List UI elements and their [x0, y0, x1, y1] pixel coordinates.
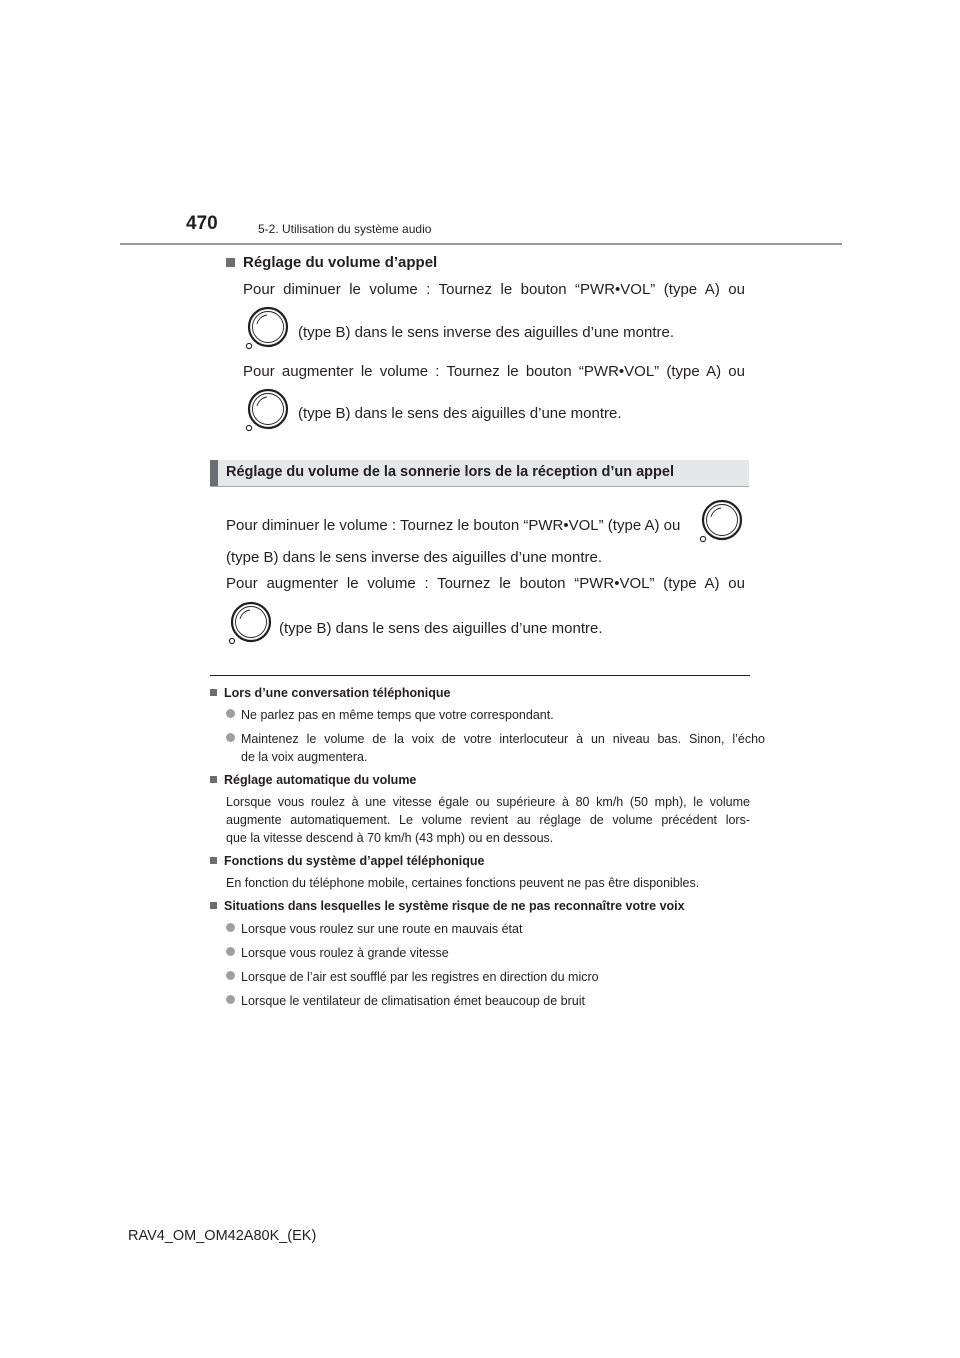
- auto-volume-text: Lorsque vous roulez à une vitesse égale ou supérieure à 80 km/h (50 mph), le volume augmente automatiquement. Le volume revient au réglage de volume précédent lors- que la vitesse descend à 70 km/h (43 mph) ou en dessous.: [226, 795, 750, 845]
- list-item: Maintenez le volume de la voix de votre interlocuteur à un niveau bas. Sinon, l’écho de la voix augmentera.: [226, 730, 765, 766]
- bullet-dot-icon: [226, 709, 235, 718]
- note-heading-text: Situations dans lesquelles le système risque de ne pas reconnaître votre voix: [224, 899, 685, 913]
- list-item: Lorsque vous roulez à grande vitesse: [226, 944, 449, 962]
- ring-increase-line1: Pour augmenter le volume : Tournez le bouton “PWR•VOL” (type A) ou: [226, 575, 745, 592]
- banner-title: Réglage du volume de la sonnerie lors de la réception d’un appel: [226, 464, 674, 480]
- list-item: Ne parlez pas en même temps que votre correspondant.: [226, 706, 554, 724]
- ringtone-section-banner: [210, 460, 749, 487]
- call-decrease-line2: (type B) dans le sens inverse des aiguilles d’une montre.: [298, 324, 675, 341]
- banner-accent-bar: [210, 460, 218, 486]
- section-square-icon: [210, 689, 217, 696]
- tune-knob-icon: [697, 499, 743, 545]
- note-heading-auto-volume: [210, 773, 416, 787]
- section-square-icon: [210, 857, 217, 864]
- tune-knob-icon: [243, 306, 289, 352]
- ring-decrease-line2: (type B) dans le sens inverse des aiguilles d’une montre.: [226, 549, 603, 566]
- section-square-icon: [210, 776, 217, 783]
- notes-divider: [210, 675, 750, 676]
- note-heading-text: Réglage automatique du volume: [224, 773, 417, 787]
- note-heading-recognition: [210, 899, 685, 913]
- document-code: RAV4_OM_OM42A80K_(EK): [128, 1228, 317, 1244]
- tune-knob-icon: [243, 388, 289, 434]
- call-volume-heading-text: Réglage du volume d’appel: [243, 254, 438, 271]
- call-increase-line2: (type B) dans le sens des aiguilles d’une montre.: [298, 405, 622, 422]
- section-title: 5-2. Utilisation du système audio: [258, 222, 432, 236]
- call-volume-heading: [226, 254, 437, 271]
- header-divider: [120, 243, 842, 245]
- bullet-dot-icon: [226, 923, 235, 932]
- list-item: Lorsque le ventilateur de climatisation émet beaucoup de bruit: [226, 992, 585, 1010]
- note-heading-conversation: [210, 686, 450, 700]
- functions-text: En fonction du téléphone mobile, certaines fonctions peuvent ne pas être disponibles.: [226, 876, 700, 890]
- bullet-dot-icon: [226, 995, 235, 1004]
- bullet-dot-icon: [226, 733, 235, 742]
- section-square-icon: [226, 258, 235, 267]
- page-number: 470: [186, 213, 218, 234]
- tune-knob-icon: [226, 601, 272, 647]
- list-item: Lorsque vous roulez sur une route en mauvais état: [226, 920, 522, 938]
- call-decrease-line1: Pour diminuer le volume : Tournez le bouton “PWR•VOL” (type A) ou: [243, 281, 745, 298]
- section-square-icon: [210, 902, 217, 909]
- note-heading-functions: [210, 854, 484, 868]
- bullet-dot-icon: [226, 971, 235, 980]
- call-increase-line1: Pour augmenter le volume : Tournez le bouton “PWR•VOL” (type A) ou: [243, 363, 745, 380]
- ring-increase-line2: (type B) dans le sens des aiguilles d’une montre.: [279, 620, 603, 637]
- ring-decrease-line1: Pour diminuer le volume : Tournez le bouton “PWR•VOL” (type A) ou: [226, 517, 681, 534]
- note-heading-text: Lors d’une conversation téléphonique: [224, 686, 451, 700]
- list-item: Lorsque de l’air est soufflé par les registres en direction du micro: [226, 968, 599, 986]
- note-heading-text: Fonctions du système d’appel téléphonique: [224, 854, 485, 868]
- bullet-dot-icon: [226, 947, 235, 956]
